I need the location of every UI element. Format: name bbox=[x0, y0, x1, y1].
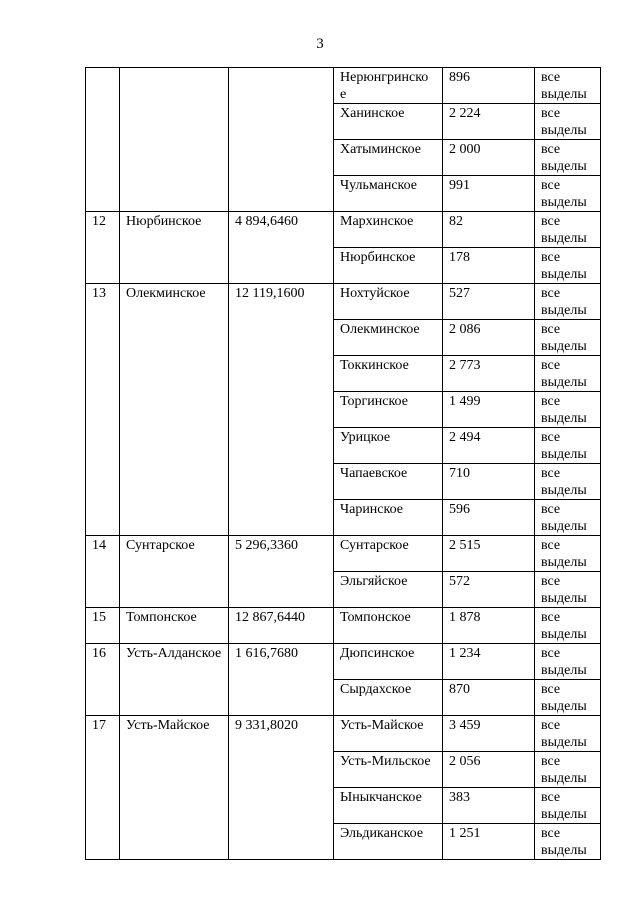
district-cell: Нюрбинское bbox=[120, 212, 229, 284]
note-cell: все выделы bbox=[535, 284, 601, 320]
value-cell: 1 499 bbox=[443, 392, 535, 428]
value-cell: 82 bbox=[443, 212, 535, 248]
value-cell: 596 bbox=[443, 500, 535, 536]
settlement-cell: Эльгяйское bbox=[334, 572, 443, 608]
note-cell: все выделы bbox=[535, 140, 601, 176]
note-cell: все выделы bbox=[535, 716, 601, 752]
area-cell bbox=[229, 68, 334, 212]
note-cell: все выделы bbox=[535, 572, 601, 608]
note-cell: все выделы bbox=[535, 212, 601, 248]
value-cell: 896 bbox=[443, 68, 535, 104]
district-cell bbox=[120, 68, 229, 212]
value-cell: 572 bbox=[443, 572, 535, 608]
note-cell: все выделы bbox=[535, 428, 601, 464]
settlement-cell: Хатыминское bbox=[334, 140, 443, 176]
table-row bbox=[86, 284, 601, 320]
value-cell: 1 878 bbox=[443, 608, 535, 644]
value-cell: 527 bbox=[443, 284, 535, 320]
district-cell: Олекминское bbox=[120, 284, 229, 536]
row-number-cell: 15 bbox=[86, 608, 120, 644]
row-number-cell bbox=[86, 68, 120, 212]
settlement-cell: Ыныкчанское bbox=[334, 788, 443, 824]
value-cell: 2 000 bbox=[443, 140, 535, 176]
value-cell: 1 251 bbox=[443, 824, 535, 860]
value-cell: 2 224 bbox=[443, 104, 535, 140]
settlement-cell: Нюрбинское bbox=[334, 248, 443, 284]
settlement-cell: Чульманское bbox=[334, 176, 443, 212]
note-cell: все выделы bbox=[535, 788, 601, 824]
note-cell: все выделы bbox=[535, 392, 601, 428]
district-cell: Сунтарское bbox=[120, 536, 229, 608]
district-cell: Томпонское bbox=[120, 608, 229, 644]
settlement-cell: Токкинское bbox=[334, 356, 443, 392]
note-cell: все выделы bbox=[535, 248, 601, 284]
area-cell: 1 616,7680 bbox=[229, 644, 334, 716]
value-cell: 1 234 bbox=[443, 644, 535, 680]
note-cell: все выделы bbox=[535, 536, 601, 572]
table-row bbox=[86, 716, 601, 752]
table-row bbox=[86, 608, 601, 644]
row-number-cell: 14 bbox=[86, 536, 120, 608]
value-cell: 2 056 bbox=[443, 752, 535, 788]
settlement-cell: Усть-Майское bbox=[334, 716, 443, 752]
value-cell: 2 773 bbox=[443, 356, 535, 392]
area-cell: 5 296,3360 bbox=[229, 536, 334, 608]
value-cell: 870 bbox=[443, 680, 535, 716]
table-row bbox=[86, 212, 601, 248]
value-cell: 710 bbox=[443, 464, 535, 500]
settlement-cell: Урицкое bbox=[334, 428, 443, 464]
settlement-cell: Усть-Мильское bbox=[334, 752, 443, 788]
settlement-cell: Торгинское bbox=[334, 392, 443, 428]
row-number-cell: 16 bbox=[86, 644, 120, 716]
note-cell: все выделы bbox=[535, 680, 601, 716]
area-cell: 4 894,6460 bbox=[229, 212, 334, 284]
value-cell: 2 086 bbox=[443, 320, 535, 356]
settlement-cell: Чаринское bbox=[334, 500, 443, 536]
note-cell: все выделы bbox=[535, 320, 601, 356]
settlement-cell: Сунтарское bbox=[334, 536, 443, 572]
table-body bbox=[86, 68, 601, 860]
value-cell: 2 494 bbox=[443, 428, 535, 464]
note-cell: все выделы bbox=[535, 752, 601, 788]
settlement-cell: Олекминское bbox=[334, 320, 443, 356]
area-cell: 12 119,1600 bbox=[229, 284, 334, 536]
note-cell: все выделы bbox=[535, 824, 601, 860]
settlements-table bbox=[85, 67, 601, 860]
note-cell: все выделы bbox=[535, 356, 601, 392]
note-cell: все выделы bbox=[535, 500, 601, 536]
settlement-cell: Эльдиканское bbox=[334, 824, 443, 860]
area-cell: 12 867,6440 bbox=[229, 608, 334, 644]
district-cell: Усть-Алданское bbox=[120, 644, 229, 716]
area-cell: 9 331,8020 bbox=[229, 716, 334, 860]
note-cell: все выделы bbox=[535, 464, 601, 500]
row-number-cell: 12 bbox=[86, 212, 120, 284]
settlement-cell: Нерюнгринско е bbox=[334, 68, 443, 104]
value-cell: 178 bbox=[443, 248, 535, 284]
settlement-cell: Ханинское bbox=[334, 104, 443, 140]
value-cell: 383 bbox=[443, 788, 535, 824]
table-row bbox=[86, 68, 601, 104]
note-cell: все выделы bbox=[535, 68, 601, 104]
table-row bbox=[86, 644, 601, 680]
page-number: 3 bbox=[316, 36, 324, 52]
table-row bbox=[86, 536, 601, 572]
settlement-cell: Чапаевское bbox=[334, 464, 443, 500]
settlement-cell: Мархинское bbox=[334, 212, 443, 248]
value-cell: 2 515 bbox=[443, 536, 535, 572]
settlement-cell: Сырдахское bbox=[334, 680, 443, 716]
note-cell: все выделы bbox=[535, 104, 601, 140]
settlement-cell: Нохтуйское bbox=[334, 284, 443, 320]
district-cell: Усть-Майское bbox=[120, 716, 229, 860]
note-cell: все выделы bbox=[535, 608, 601, 644]
row-number-cell: 17 bbox=[86, 716, 120, 860]
note-cell: все выделы bbox=[535, 176, 601, 212]
value-cell: 3 459 bbox=[443, 716, 535, 752]
settlement-cell: Дюпсинское bbox=[334, 644, 443, 680]
value-cell: 991 bbox=[443, 176, 535, 212]
row-number-cell: 13 bbox=[86, 284, 120, 536]
settlement-cell: Томпонское bbox=[334, 608, 443, 644]
note-cell: все выделы bbox=[535, 644, 601, 680]
